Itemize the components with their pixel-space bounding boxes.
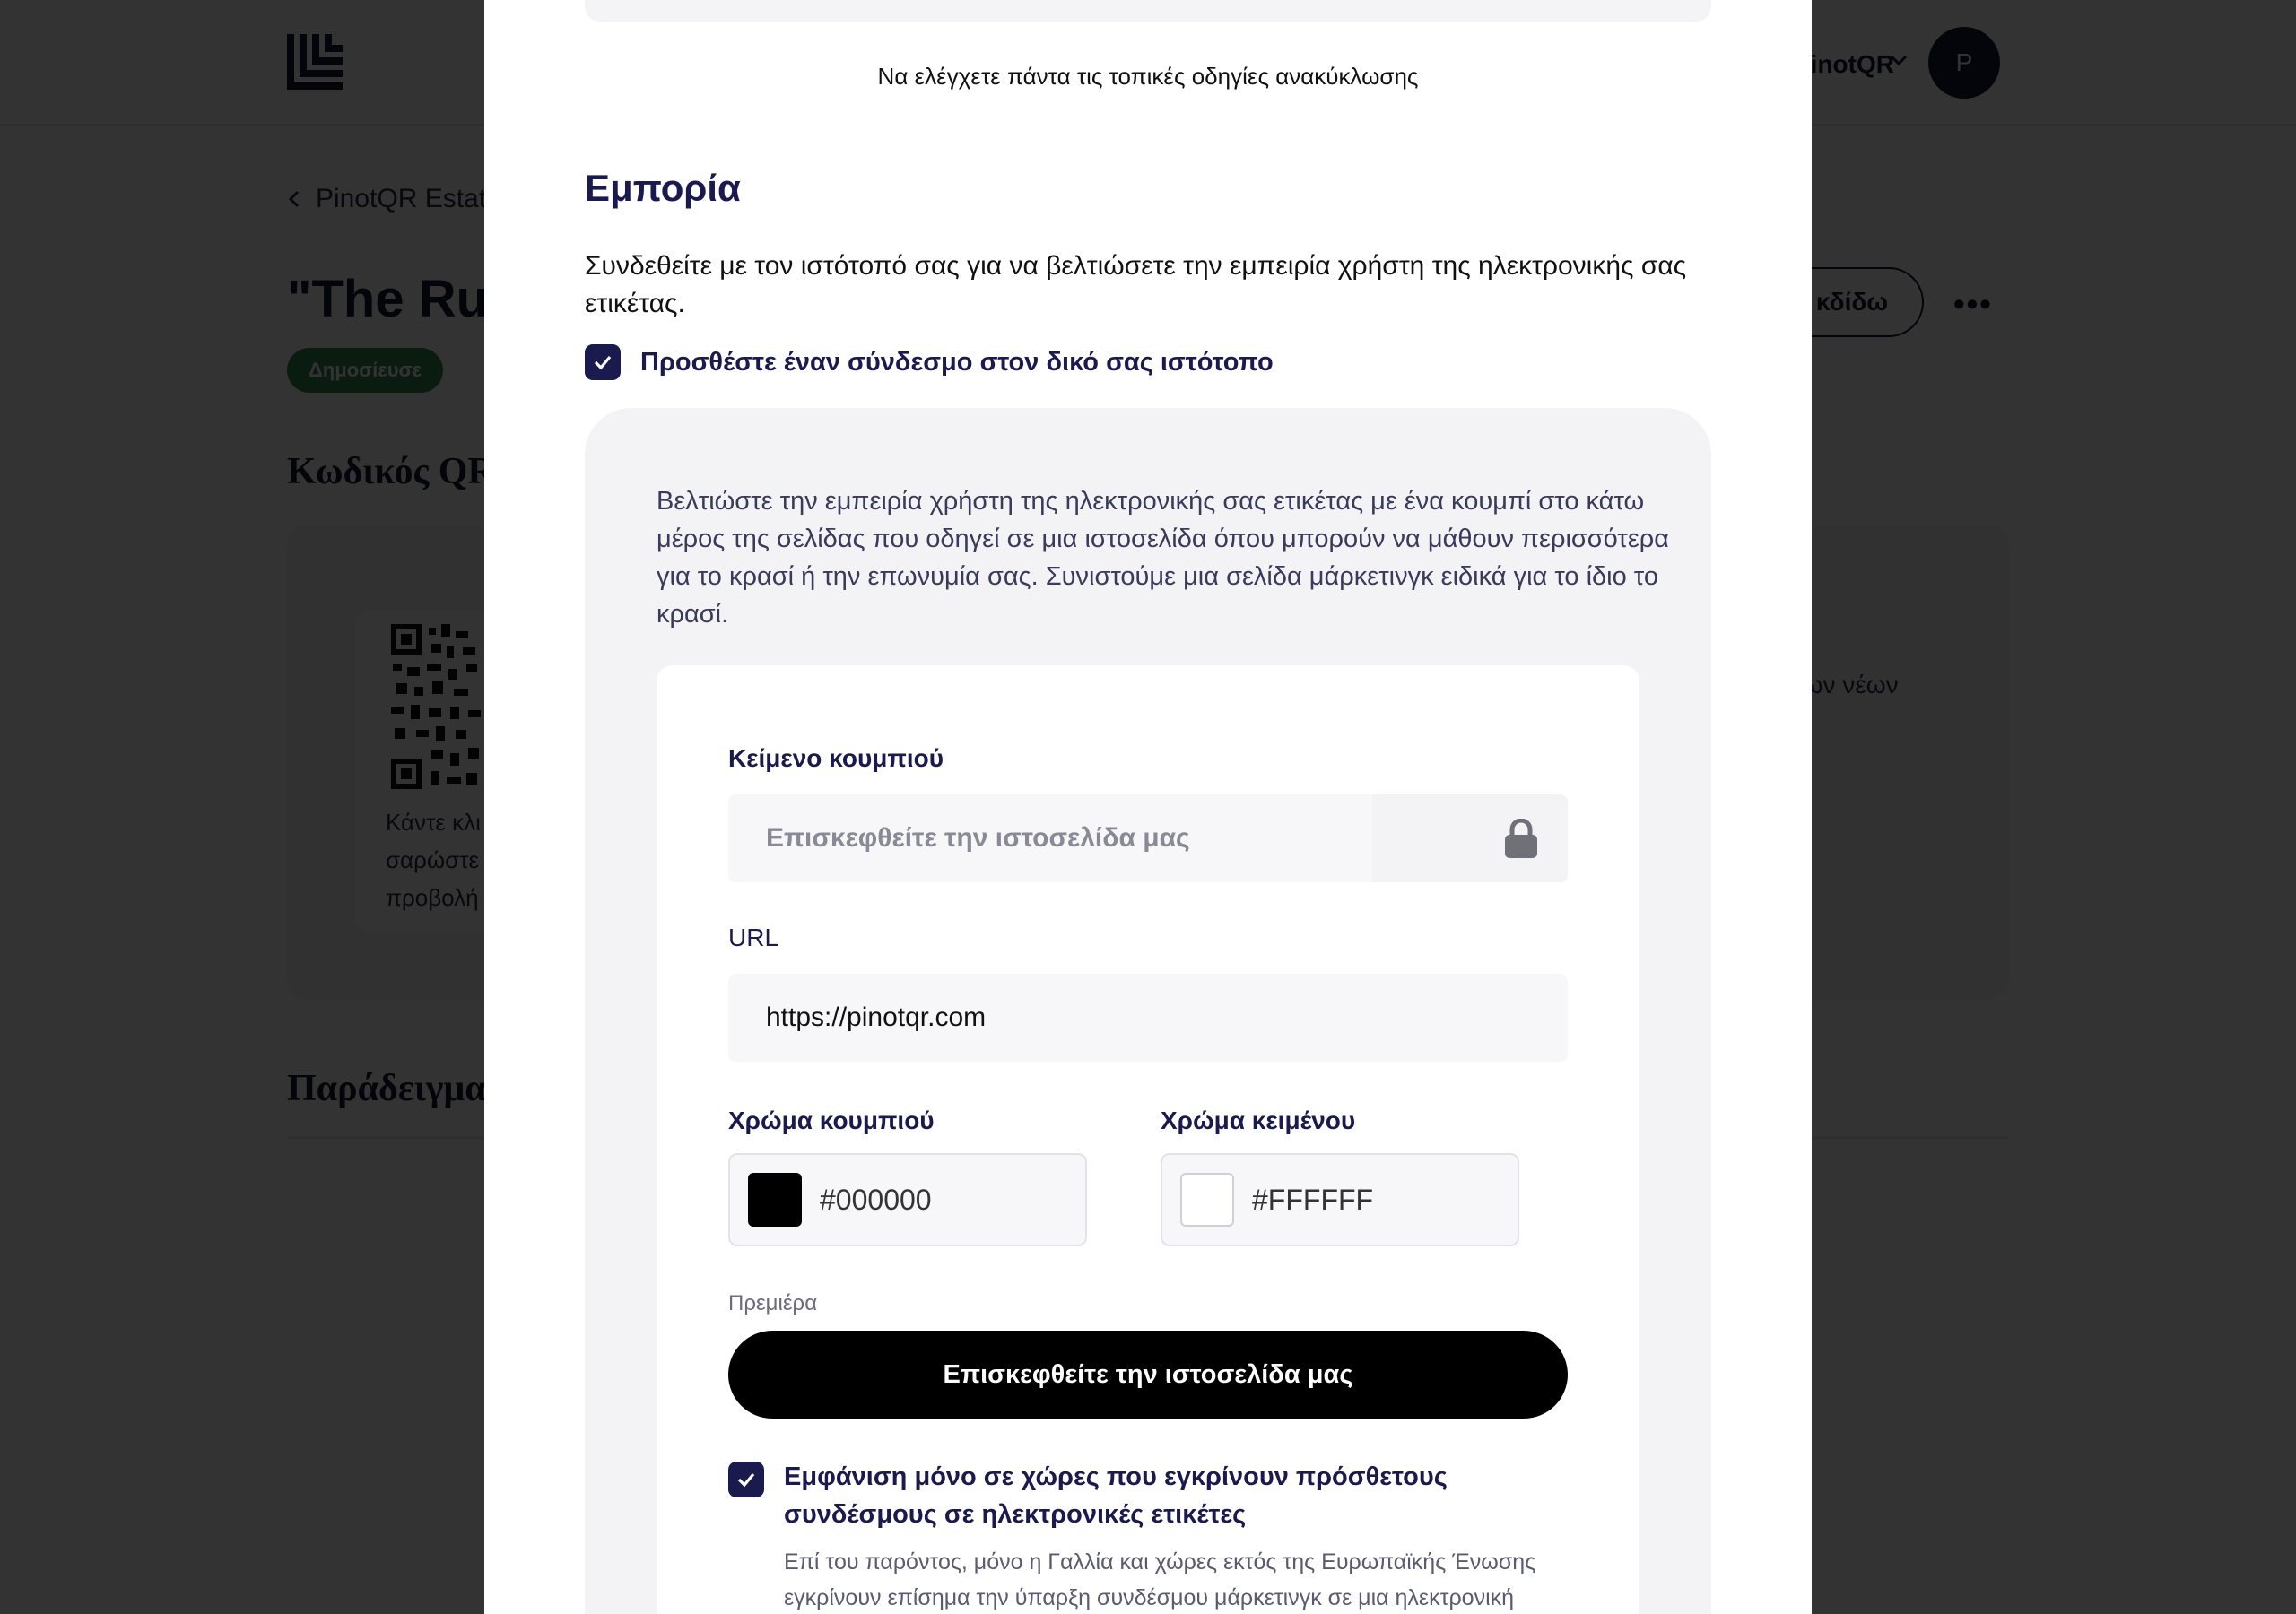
button-text-value: Επισκεφθείτε την ιστοσελίδα μας bbox=[766, 823, 1190, 853]
previous-section-box bbox=[585, 0, 1711, 22]
recycling-note: Να ελέγχετε πάντα τις τοπικές οδηγίες ανακύκλωσης bbox=[877, 63, 1419, 90]
button-color-input[interactable] bbox=[728, 1153, 1087, 1246]
lock-slot bbox=[1372, 794, 1568, 882]
country-help-text: Επί του παρόντος, μόνο η Γαλλία και χώρες εκτός της Ευρωπαϊκής Ένωσης εγκρίνουν επίσημα την ύπαρξη συνδέσμου μάρκετινγκ σε μια ηλεκτρονική bbox=[784, 1549, 1536, 1610]
section-title: Εμπορία bbox=[585, 167, 741, 209]
text-color-swatch[interactable] bbox=[1180, 1173, 1234, 1227]
preview-label: Πρεμιέρα bbox=[728, 1291, 818, 1315]
checkbox-check-icon bbox=[591, 351, 614, 374]
country-label: Εμφάνιση μόνο σε χώρες που εγκρίνουν πρόσθετους συνδέσμους σε ηλεκτρονικές ετικέτες bbox=[784, 1462, 1448, 1529]
add-link-checkbox-row[interactable] bbox=[585, 344, 1274, 380]
url-label: URL bbox=[728, 924, 779, 951]
country-checkbox[interactable] bbox=[728, 1462, 764, 1497]
button-color-value: #000000 bbox=[820, 1183, 932, 1216]
lock-icon bbox=[1503, 819, 1539, 858]
preview-button[interactable]: Επισκεφθείτε την ιστοσελίδα μας bbox=[728, 1331, 1568, 1419]
button-text-field[interactable] bbox=[728, 794, 1568, 882]
text-color-label: Χρώμα κειμένου bbox=[1161, 1106, 1356, 1134]
section-description: Συνδεθείτε με τον ιστότοπό σας για να βελτιώσετε την εμπειρία χρήστη της ηλεκτρονικής σας ετικέτας. bbox=[585, 251, 1687, 318]
country-checkbox-row[interactable] bbox=[728, 1458, 1465, 1533]
add-link-label: Προσθέστε έναν σύνδεσμο στον δικό σας ιστότοπο bbox=[640, 347, 1274, 377]
button-color-swatch[interactable] bbox=[748, 1173, 802, 1227]
panel-description: Βελτιώστε την εμπειρία χρήστη της ηλεκτρονικής σας ετικέτας με ένα κουμπί στο κάτω μέρος της σελίδας που οδηγεί σε μια ιστοσελίδα όπου μπορούν να μάθουν περισσότερα για το κρασί ή την επωνυμία σας. Συνιστούμε μια σελίδα μάρκετινγκ ειδικά για το ίδιο το κρασί. bbox=[657, 487, 1670, 629]
button-color-label: Χρώμα κουμπιού bbox=[728, 1106, 935, 1134]
button-text-label: Κείμενο κουμπιού bbox=[728, 744, 944, 772]
text-color-input[interactable] bbox=[1161, 1153, 1519, 1246]
checkbox-check-icon bbox=[735, 1468, 758, 1491]
add-link-checkbox[interactable] bbox=[585, 344, 621, 380]
marketing-modal bbox=[484, 0, 1812, 1614]
url-input[interactable]: https://pinotqr.com bbox=[728, 974, 1568, 1062]
text-color-value: #FFFFFF bbox=[1252, 1183, 1374, 1216]
